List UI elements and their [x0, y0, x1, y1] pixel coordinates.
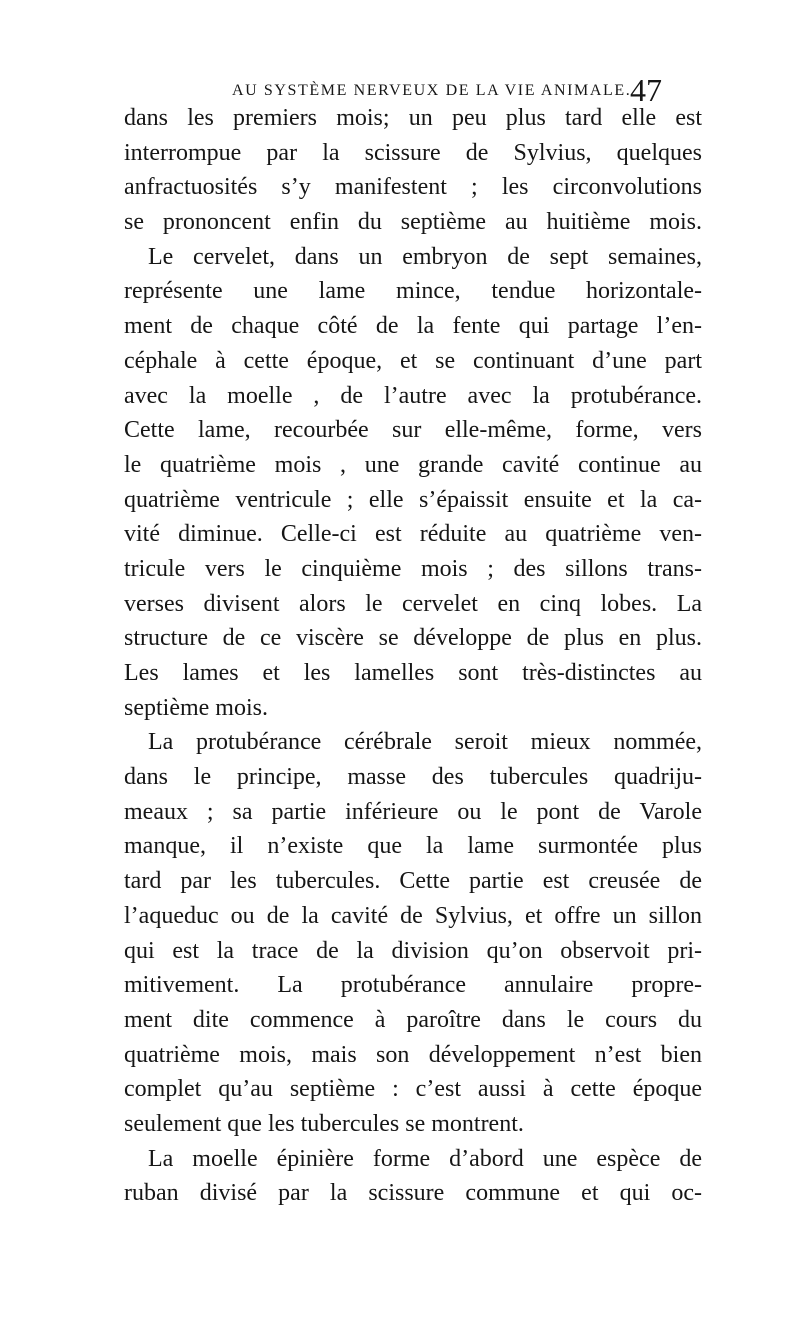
text-line: vité diminue. Celle-ci est réduite au quatrième ven- — [124, 521, 702, 548]
text-line: ment de chaque côté de la fente qui partage l’en- — [124, 313, 702, 340]
text-line: dans les premiers mois; un peu plus tard elle est — [124, 105, 702, 131]
text-line: le quatrième mois , une grande cavité continue au — [124, 451, 702, 478]
text-line: avec la moelle , de l’autre avec la protubérance. — [124, 382, 702, 409]
text-line: qui est la trace de la division qu’on observoit pri- — [124, 937, 702, 964]
text-line: quatrième mois, mais son développement n’est bien — [124, 1041, 702, 1068]
text-line: mitivement. La protubérance annulaire propre- — [124, 972, 702, 999]
paragraph-start-line: La protubérance cérébrale seroit mieux nommée, — [148, 729, 702, 756]
text-line: interrompue par la scissure de Sylvius, quelques — [124, 139, 702, 166]
paragraph-start-line: La moelle épinière forme d’abord une espèce de — [148, 1145, 702, 1172]
text-line: quatrième ventricule ; elle s’épaissit ensuite et la ca- — [124, 486, 702, 513]
text-line: se prononcent enfin du septième au huitième mois. — [124, 209, 702, 236]
paragraph-end-line: septième mois. — [124, 694, 268, 721]
running-title: AU SYSTÈME NERVEUX DE LA VIE ANIMALE. — [232, 82, 632, 99]
text-line: tricule vers le cinquième mois ; des sillons trans- — [124, 555, 702, 582]
text-line: Les lames et les lamelles sont très-distinctes au — [124, 660, 702, 686]
paragraph-start-line: Le cervelet, dans un embryon de sept semaines, — [148, 243, 702, 270]
text-line: ment dite commence à paroître dans le cours du — [124, 1006, 702, 1033]
text-line: structure de ce viscère se développe de plus en plus. — [124, 625, 702, 652]
body-text — [124, 101, 702, 1211]
text-line: céphale à cette époque, et se continuant d’une part — [124, 347, 702, 374]
text-line: complet qu’au septième : c’est aussi à cette époque — [124, 1076, 702, 1103]
text-line: manque, il n’existe que la lame surmontée plus — [124, 833, 702, 860]
text-line: meaux ; sa partie inférieure ou le pont de Varole — [124, 798, 702, 825]
text-line: dans le principe, masse des tubercules quadriju- — [124, 764, 702, 791]
text-line: anfractuosités s’y manifestent ; les circonvolutions — [124, 174, 702, 201]
paragraph-end-line: seulement que les tubercules se montrent. — [124, 1110, 524, 1137]
text-line: tard par les tubercules. Cette partie est creusée de — [124, 868, 702, 895]
text-line: verses divisent alors le cervelet en cinq lobes. La — [124, 590, 702, 617]
text-line: Cette lame, recourbée sur elle-même, forme, vers — [124, 417, 702, 444]
text-line: ruban divisé par la scissure commune et qui oc- — [124, 1180, 702, 1207]
text-line: l’aqueduc ou de la cavité de Sylvius, et offre un sillon — [124, 902, 702, 929]
page-number: 47 — [630, 72, 662, 108]
text-line: représente une lame mince, tendue horizontale- — [124, 278, 702, 305]
